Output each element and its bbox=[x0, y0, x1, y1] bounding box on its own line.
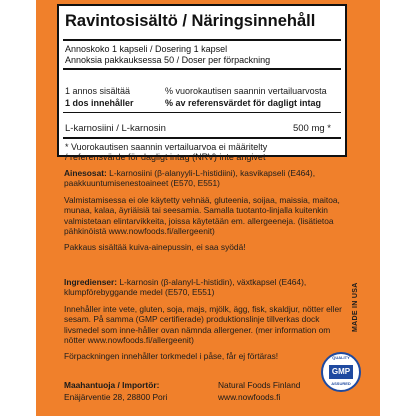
finnish-section bbox=[64, 168, 342, 253]
ingredients-label-fi: Ainesosat: bbox=[64, 168, 107, 178]
gmp-badge-top: QUALITY bbox=[332, 355, 350, 360]
importer-address: Enäjärventie 28, 28800 Pori bbox=[64, 392, 168, 402]
made-in-usa: MADE IN USA bbox=[352, 282, 359, 332]
importer-website: www.nowfoods.fi bbox=[218, 392, 281, 402]
servings-per-container: Annoksia pakkauksessa 50 / Doser per förpackning bbox=[65, 55, 271, 65]
ingredient-name: L-karnosiini / L-karnosin bbox=[65, 123, 166, 134]
gmp-badge-center: GMP bbox=[329, 365, 353, 379]
ingredients-sv bbox=[64, 277, 342, 298]
allergen-text-fi: Valmistamisessa ei ole käytetty vehnää, gluteenia, soijaa, maissia, maitoa, munaa, kalaa, äyriäisiä tai seesamia. Samalla tuotanto-linjalla kuitenkin valmistetaan elintarvikkeita, joissa käytetään em. allergeeneja. (lisätietoa pähkinöistä www.nowfoods.fi/allergeenit) bbox=[64, 194, 340, 237]
gmp-quality-badge bbox=[321, 352, 361, 392]
ingredients-fi bbox=[64, 168, 342, 189]
swedish-section bbox=[64, 277, 342, 362]
ingredients-text-fi: L-karnosiini (β-alanyyli-L-histidiini), kasvikapseli (E464), paakkuuntumisenestoaineet (E570, E551) bbox=[64, 168, 316, 189]
serving-size: Annoskoko 1 kapseli / Dosering 1 kapsel bbox=[65, 44, 228, 54]
importer-company: Natural Foods Finland bbox=[218, 380, 301, 390]
reference-intake-sv: % av referensvärdet för dagligt intag bbox=[165, 98, 322, 108]
gmp-badge-bottom: ASSURED bbox=[331, 381, 351, 386]
allergen-text-sv: Innehåller inte vete, gluten, soja, majs, mjölk, ägg, fisk, skaldjur, nötter eller sesam. På samma (GMP certifierade) produktionslinje tillverkas dock livsmedel som inne-håller ovan nämnda allergener. (mer information om nötter www.nowfoods.fi/allergeenit) bbox=[64, 303, 342, 346]
nutrition-panel bbox=[57, 4, 347, 162]
amount-per-serving-sv: 1 dos innehåller bbox=[65, 98, 134, 108]
title-divider bbox=[63, 39, 341, 41]
ingredients-label-sv: Ingredienser: bbox=[64, 277, 118, 287]
desiccant-warning-sv: Förpackningen innehåller torkmedel i påse, får ej förtäras! bbox=[64, 351, 279, 362]
ingredients-text-sv: L-karnosin (β-alanyl-L-histidin), växtkapsel (E464), klumpförebyggande medel (E570, E551) bbox=[64, 277, 307, 298]
importer-label: Maahantuoja / Importör: bbox=[64, 380, 160, 390]
footnote-sv: / referensvärde för dagligt intag (NRV) inte angivet bbox=[65, 152, 266, 162]
desiccant-warning-fi: Pakkaus sisältää kuiva-ainepussin, ei saa syödä! bbox=[64, 242, 246, 253]
column-divider bbox=[63, 112, 341, 113]
footnote-fi: * Vuorokautisen saannin vertailuarvoa ei määritelty bbox=[65, 142, 268, 152]
header-divider bbox=[63, 68, 341, 70]
reference-intake-fi: % vuorokautisen saannin vertailuarvosta bbox=[165, 86, 327, 96]
ingredient-amount: 500 mg * bbox=[292, 123, 331, 134]
panel-title: Ravintosisältö / Näringsinnehåll bbox=[65, 12, 316, 30]
row-divider bbox=[63, 137, 341, 139]
amount-per-serving-fi: 1 annos sisältää bbox=[65, 86, 131, 96]
